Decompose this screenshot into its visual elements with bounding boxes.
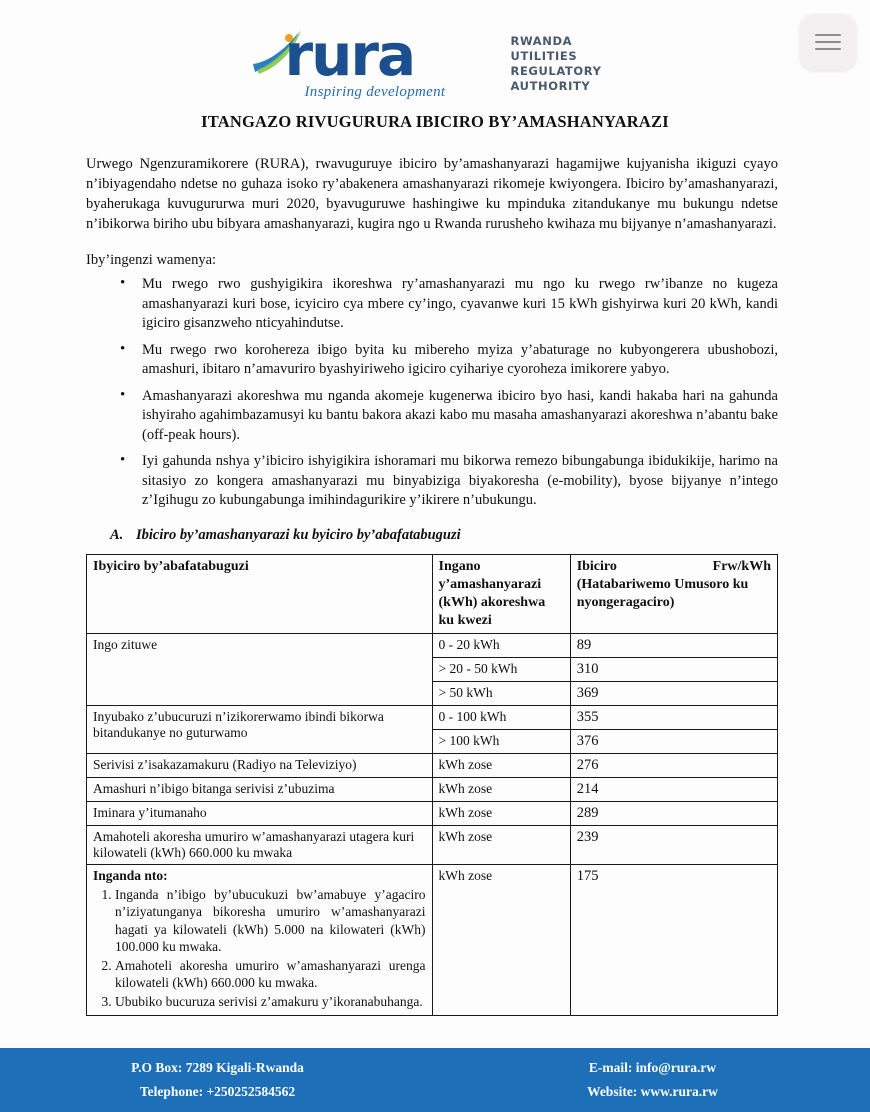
- cell-usage: > 20 - 50 kWh: [432, 657, 570, 681]
- list-item: • Mu rwego rwo korohereza ibigo byita ku mibereho myiza y’abaturage no kubyongerera ubushobozi, amashuri, ibitaro n’amavuriro byashyiriweho igiciro cyihariye cyoroheza imikorere yabyo.: [138, 341, 778, 380]
- header-tariff-unit: Frw/kWh: [712, 558, 771, 574]
- header-tariff-sub: (Hatabariwemo Umusoro ku nyongeragaciro): [576, 576, 749, 610]
- table-row: [87, 633, 778, 657]
- section-a-letter: A.: [110, 526, 124, 543]
- table-header-row: [87, 554, 778, 633]
- cell-usage: 0 - 20 kWh: [432, 633, 570, 657]
- list-item: 1. Inganda n’ibigo by’ubucukuzi bw’amabuye y’agaciro n’iziyatunganya bikoresha umuriro w’amashanyarazi hagati ya kilowateli (kWh) 5.000 na kilowateri (kWh) 100.000 ku mwaka.: [115, 886, 426, 956]
- table-row: [87, 825, 778, 864]
- footer-telephone: Telephone: +250252584562: [139, 1084, 296, 1099]
- cell-category: Ingo zituwe: [87, 633, 433, 705]
- footer-website[interactable]: Website: www.rura.rw: [587, 1084, 718, 1099]
- table-row: [87, 705, 778, 729]
- cell-usage: kWh zose: [432, 864, 570, 1016]
- cell-category: Inyubako z’ubucuruzi n’izikorerwamo ibindi bikorwa bitandukanye no guturwamo: [87, 705, 433, 753]
- intro-paragraph: Urwego Ngenzuramikorere (RURA), rwavuguruye ibiciro by’amashanyarazi hagamijwe kujyanisha ikiguzi cyayo n’ibiyagendaho ndetse no guhaza isoko ry’abakenera amashanyarazi rikomeje kwiyongera. Ibiciro by’amashanyarazi, byaherukaga kuvugururwa muri 2020, byavuguruwe hashingiwe ku mpinduka zitandukanye mu bukungu ndetse n’ibikorwa biriho ubu bibyara amashanyarazi, kugira ngo u Rwanda rurusheho kwihaza mu bijyanye n’amashanyarazi.: [86, 156, 778, 232]
- cell-usage: > 50 kWh: [432, 681, 570, 705]
- page-title: ITANGAZO RIVUGURURA IBICIRO BY’AMASHANYARAZI: [201, 112, 669, 131]
- cell-usage: > 100 kWh: [432, 729, 570, 753]
- footer-contact-left: [0, 1056, 435, 1104]
- cell-price: 369: [570, 681, 777, 705]
- cell-category: Iminara y’itumanaho: [87, 801, 433, 825]
- menu-bar-2: [815, 41, 841, 43]
- cell-usage: kWh zose: [432, 825, 570, 864]
- cell-category: Amashuri n’ibigo bitanga serivisi z’ubuzima: [87, 777, 433, 801]
- list-item: 3. Ububiko bucuruza serivisi z’amakuru y’ikoranabuhanga.: [115, 993, 426, 1011]
- small-industries-title: Inganda nto:: [93, 867, 168, 883]
- footer-contact-right: [435, 1056, 870, 1104]
- section-a-title: Ibiciro by’amashanyarazi ku byiciro by’abafatabuguzi: [136, 526, 461, 543]
- menu-bar-1: [815, 34, 841, 36]
- list-item: 2. Amahoteli akoresha umuriro w’amashanyarazi urenga kilowateli (kWh) 660.000 ku mwaka.: [115, 957, 426, 992]
- cell-price: 355: [570, 705, 777, 729]
- tariff-table: [86, 554, 778, 1017]
- table-row-small-industries: [87, 864, 778, 1016]
- cell-price: 239: [570, 825, 777, 864]
- cell-price: 89: [570, 633, 777, 657]
- document-body: [0, 154, 870, 1016]
- cell-usage: 0 - 100 kWh: [432, 705, 570, 729]
- list-item: • Iyi gahunda nshya y’ibiciro ishyigikira ishoramari mu bikorwa remezo bibungabunga ibidukikije, harimo na sitasiyo zo kongera amashanyarazi mu binyabiziga biyakoresha (e-mobility), byose bijyanye n’intego z’Igihugu zo kubungabunga imihindagurikire y’ikirere n’ubukungu.: [138, 452, 778, 511]
- list-item: • Mu rwego rwo gushyigikira ikoreshwa ry’amashanyarazi mu ngo ku rwego rw’ibanze no kugeza amashanyarazi kuri bose, icyiciro cya mbere cy’ingo, cyavanwe kuri 15 kWh gishyirwa kuri 20 kWh, kandi igiciro gisanzweho nticyahindutse.: [138, 275, 778, 334]
- table-row: [87, 777, 778, 801]
- cell-price: 214: [570, 777, 777, 801]
- authority-line-2: UTILITIES: [510, 49, 578, 63]
- cell-category: Serivisi z’isakazamakuru (Radiyo na Televiziyo): [87, 753, 433, 777]
- document-header: [0, 0, 870, 98]
- header-customer-category: Ibyiciro by’abafatabuguzi: [87, 554, 433, 633]
- table-row: [87, 801, 778, 825]
- footer-po-box: P.O Box: 7289 Kigali-Rwanda: [131, 1060, 304, 1075]
- cell-usage: kWh zose: [432, 777, 570, 801]
- logo-tagline: Inspiring development: [304, 84, 446, 100]
- lead-paragraph: Iby’ingenzi wamenya:: [86, 252, 217, 268]
- section-a-heading: [110, 527, 778, 544]
- cell-category: Amahoteli akoresha umuriro w’amashanyarazi utagera kuri kilowateli (kWh) 660.000 ku mwaka: [87, 825, 433, 864]
- cell-usage: kWh zose: [432, 801, 570, 825]
- authority-line-1: RWANDA: [510, 34, 573, 48]
- logo-mark: [249, 22, 499, 98]
- cell-price: 289: [570, 801, 777, 825]
- cell-category-small-industries: [87, 864, 433, 1016]
- logo-wordmark: rura: [284, 21, 415, 89]
- footer-email[interactable]: E-mail: info@rura.rw: [588, 1060, 717, 1075]
- header-tariff: [570, 554, 777, 633]
- cell-price: 175: [570, 864, 777, 1016]
- small-industries-list: [93, 886, 426, 1011]
- table-row: [87, 753, 778, 777]
- cell-usage: kWh zose: [432, 753, 570, 777]
- authority-name: [511, 22, 602, 94]
- cell-price: 376: [570, 729, 777, 753]
- list-item: • Amashanyarazi akoreshwa mu nganda akomeje kugenerwa ibiciro byo hasi, kandi hakaba hari na gahunda ishyiraho agahimbazamusyi ku bantu bakora akazi kabo mu masaha amashanyarazi akoreshwa n’abantu bake (off-peak hours).: [138, 387, 778, 446]
- rura-logo: [249, 22, 602, 98]
- menu-bar-3: [815, 48, 841, 50]
- key-points-list: [86, 275, 778, 511]
- hamburger-menu-icon[interactable]: [800, 14, 856, 70]
- cell-price: 310: [570, 657, 777, 681]
- authority-line-3: REGULATORY: [510, 64, 602, 78]
- document-footer: [0, 1048, 870, 1112]
- cell-price: 276: [570, 753, 777, 777]
- authority-line-4: AUTHORITY: [510, 79, 591, 93]
- header-tariff-label: Ibiciro: [576, 558, 617, 574]
- header-consumption: Ingano y’amashanyarazi (kWh) akoreshwa ku kwezi: [432, 554, 570, 633]
